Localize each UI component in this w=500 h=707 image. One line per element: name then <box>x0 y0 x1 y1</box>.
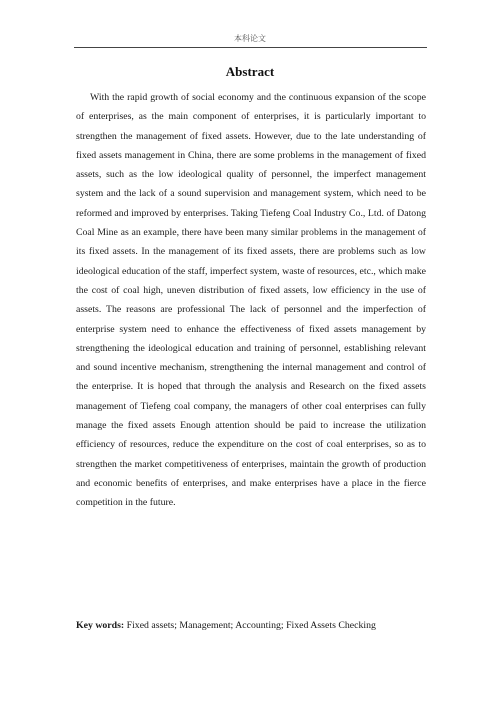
keywords-label: Key words: <box>76 620 125 631</box>
keywords-text: Fixed assets; Management; Accounting; Fixed Assets Checking <box>126 620 376 631</box>
page-header: 本科论文 <box>234 34 266 43</box>
abstract-paragraph: With the rapid growth of social economy and the continuous expansion of the scope of enterprises, as the main component of enterprises, it is particularly important to strengthen the management of fixed assets. However, due to the late understanding of fixed assets management in China, there are some problems in the management of fixed assets, such as the low ideological quality of personnel, the imperfect management system and the lack of a sound supervision and management system, which need to be reformed and improved by enterprises. Taking Tiefeng Coal Industry Co., Ltd. of Datong Coal Mine as an example, there have been many similar problems in the management of its fixed assets. In the management of its fixed assets, there are problems such as low ideological education of the staff, imperfect system, waste of resources, etc., which make the cost of coal high, uneven distribution of fixed assets, low efficiency in the use of assets. The reasons are professional The lack of personnel and the imperfection of enterprise system need to enhance the effectiveness of fixed assets management by strengthening the ideological education and training of personnel, establishing relevant and sound incentive mechanism, strengthening the internal management and control of the enterprise. It is hoped that through the analysis and Research on the fixed assets management of Tiefeng coal company, the managers of other coal enterprises can fully manage the fixed assets Enough attention should be paid to increase the utilization efficiency of resources, reduce the expenditure on the cost of coal enterprises, so as to strengthen the market competitiveness of enterprises, maintain the growth of production and economic benefits of enterprises, and make enterprises have a place in the fierce competition in the future. <box>76 92 426 509</box>
abstract-title: Abstract <box>225 64 275 79</box>
keywords-line <box>76 619 426 633</box>
header-divider <box>74 47 427 48</box>
